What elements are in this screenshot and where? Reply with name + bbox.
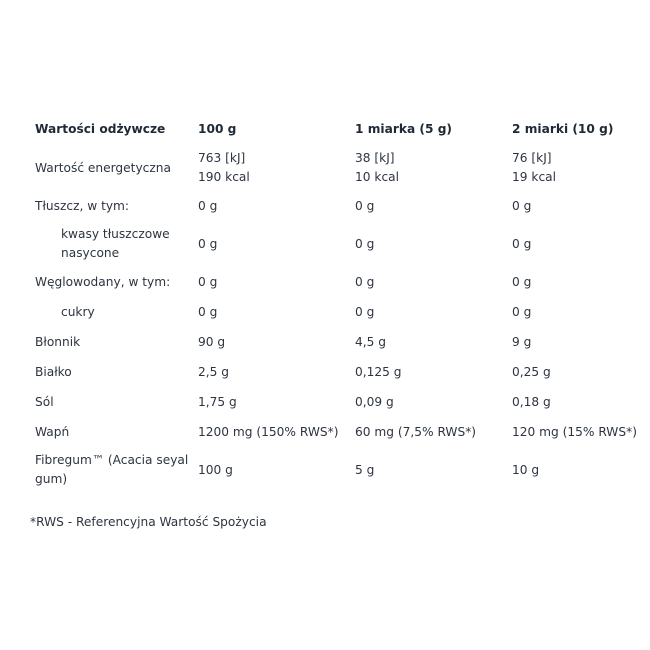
value-per-scoop: 0,125 g (355, 364, 402, 379)
table-row-fiber (28, 327, 628, 357)
footnote: *RWS - Referencyjna Wartość Spożycia (30, 515, 267, 529)
value-per-scoop: 0,09 g (355, 394, 394, 409)
row-label: Błonnik (35, 334, 81, 349)
row-label: kwasy tłuszczowe nasycone (61, 227, 170, 260)
value-per-two-scoops: 0 g (512, 236, 532, 251)
table-row-fibregum (28, 447, 628, 493)
value-per-scoop: 0 g (355, 274, 375, 289)
value-per-scoop: 0 g (355, 236, 375, 251)
row-label: Wartość energetyczna (35, 160, 171, 175)
value-per-two-scoops: 9 g (512, 334, 532, 349)
table-row-sugars (28, 297, 628, 327)
value-per-two-scoops (505, 145, 628, 191)
value-per-100g: 0 g (198, 274, 218, 289)
value-per-two-scoops: 0 g (512, 304, 532, 319)
table-row-calcium (28, 417, 628, 447)
header-per-scoop: 1 miarka (5 g) (355, 121, 452, 136)
value-kj: 76 [kJ] (512, 151, 552, 165)
row-label: cukry (61, 304, 95, 319)
value-per-scoop: 4,5 g (355, 334, 386, 349)
value-per-two-scoops: 0,25 g (512, 364, 551, 379)
row-label: Wapń (35, 424, 70, 439)
row-label: Fibregum™ (Acacia seyal gum) (35, 453, 189, 486)
row-label: Tłuszcz, w tym: (35, 198, 130, 213)
table-row-salt (28, 387, 628, 417)
value-per-two-scoops: 0,18 g (512, 394, 551, 409)
value-per-scoop (348, 145, 505, 191)
header-nutrient: Wartości odżywcze (35, 121, 166, 136)
value-kj: 38 [kJ] (355, 151, 395, 165)
value-kj: 763 [kJ] (198, 151, 246, 165)
value-per-scoop: 5 g (355, 462, 375, 477)
table-row-saturated-fat (28, 221, 628, 267)
value-per-100g: 2,5 g (198, 364, 229, 379)
value-per-100g: 0 g (198, 198, 218, 213)
value-per-two-scoops: 120 mg (15% RWS*) (512, 424, 637, 439)
row-label: Węglowodany, w tym: (35, 274, 171, 289)
value-per-100g: 0 g (198, 304, 218, 319)
value-kcal: 10 kcal (355, 170, 399, 184)
header-per-two-scoops: 2 miarki (10 g) (512, 121, 614, 136)
header-per-100g: 100 g (198, 121, 237, 136)
value-per-two-scoops: 0 g (512, 198, 532, 213)
table-row-protein (28, 357, 628, 387)
row-label: Białko (35, 364, 72, 379)
value-per-100g: 90 g (198, 334, 226, 349)
row-label: Sól (35, 394, 54, 409)
table-row-carbohydrates (28, 267, 628, 297)
value-per-100g (191, 145, 348, 191)
value-per-100g: 1,75 g (198, 394, 237, 409)
table-header-row (28, 113, 628, 145)
value-kcal: 190 kcal (198, 170, 250, 184)
value-per-scoop: 60 mg (7,5% RWS*) (355, 424, 477, 439)
nutrition-table (28, 113, 637, 493)
value-per-two-scoops: 10 g (512, 462, 540, 477)
value-per-100g: 0 g (198, 236, 218, 251)
value-per-two-scoops: 0 g (512, 274, 532, 289)
value-per-scoop: 0 g (355, 198, 375, 213)
value-per-scoop: 0 g (355, 304, 375, 319)
value-per-100g: 100 g (198, 462, 233, 477)
value-kcal: 19 kcal (512, 170, 556, 184)
table-row-fat (28, 191, 628, 221)
table-row-energy (28, 145, 628, 191)
value-per-100g: 1200 mg (150% RWS*) (198, 424, 339, 439)
